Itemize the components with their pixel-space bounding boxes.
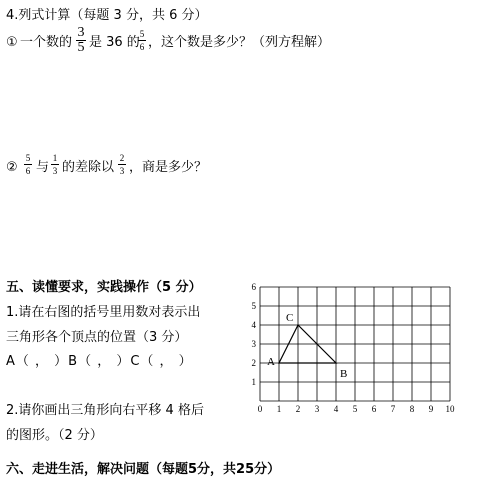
coordinate-grid — [246, 282, 456, 421]
s5-q1-line2: 三角形各个顶点的位置（3 分） — [6, 330, 188, 345]
x-tick-label: 10 — [445, 404, 455, 414]
problem-number: ① — [6, 35, 18, 50]
section-5-heading: 五、读懂要求，实践操作（5 分） — [6, 280, 202, 295]
fraction-3-5: 3 5 — [77, 25, 85, 55]
x-tick-label: 4 — [333, 404, 339, 414]
x-tick-label: 6 — [371, 404, 377, 414]
x-tick-label: 8 — [409, 404, 415, 414]
x-tick-label: 7 — [390, 404, 396, 414]
vertex-label-c: C — [286, 312, 294, 324]
vertex-label-b: B — [340, 368, 348, 380]
q4-heading: 4.列式计算（每题 3 分，共 6 分） — [6, 8, 208, 23]
problem-number: ② — [6, 160, 18, 175]
y-tick-label: 4 — [251, 320, 256, 330]
x-tick-label: 9 — [428, 404, 434, 414]
problem-text: ，这个数是多少？（列方程解） — [148, 35, 331, 50]
fraction-5-6: 5 6 — [25, 153, 31, 176]
vertex-label-a: A — [267, 356, 275, 368]
problem-text: 一个数的 — [20, 35, 73, 50]
fraction-2-3: 2 3 — [119, 153, 125, 176]
section-6-heading: 六、走进生活，解决问题（每题5分，共25分） — [6, 462, 281, 477]
y-tick-label: 1 — [251, 377, 256, 387]
s5-q2-line2: 的图形。（2 分） — [6, 428, 103, 443]
x-tick-label: 0 — [257, 404, 263, 414]
y-tick-label: 3 — [251, 339, 256, 349]
x-tick-label: 1 — [276, 404, 282, 414]
s5-q1-line1: 1.请在右图的括号里用数对表示出 — [6, 305, 201, 320]
s5-q2-line1: 2.请你画出三角形向右平移 4 格后 — [6, 403, 204, 418]
x-tick-label: 2 — [295, 404, 301, 414]
fraction-1-3: 1 3 — [52, 153, 58, 176]
problem-text: 是 36 的 — [89, 35, 140, 50]
problem-text: ，商是多少？ — [129, 160, 208, 175]
problem-text: 的差除以 — [62, 160, 115, 175]
problem-text: 与 — [36, 160, 50, 175]
y-tick-label: 6 — [251, 282, 256, 292]
x-tick-label: 3 — [314, 404, 320, 414]
fraction-5-6: 5 6 — [139, 29, 145, 52]
s5-q1-answer-blanks: A（ ， ）B（ ， ）C（ ， ） — [6, 354, 193, 369]
x-tick-label: 5 — [352, 404, 358, 414]
y-tick-label: 2 — [251, 358, 256, 368]
y-tick-label: 5 — [251, 301, 256, 311]
